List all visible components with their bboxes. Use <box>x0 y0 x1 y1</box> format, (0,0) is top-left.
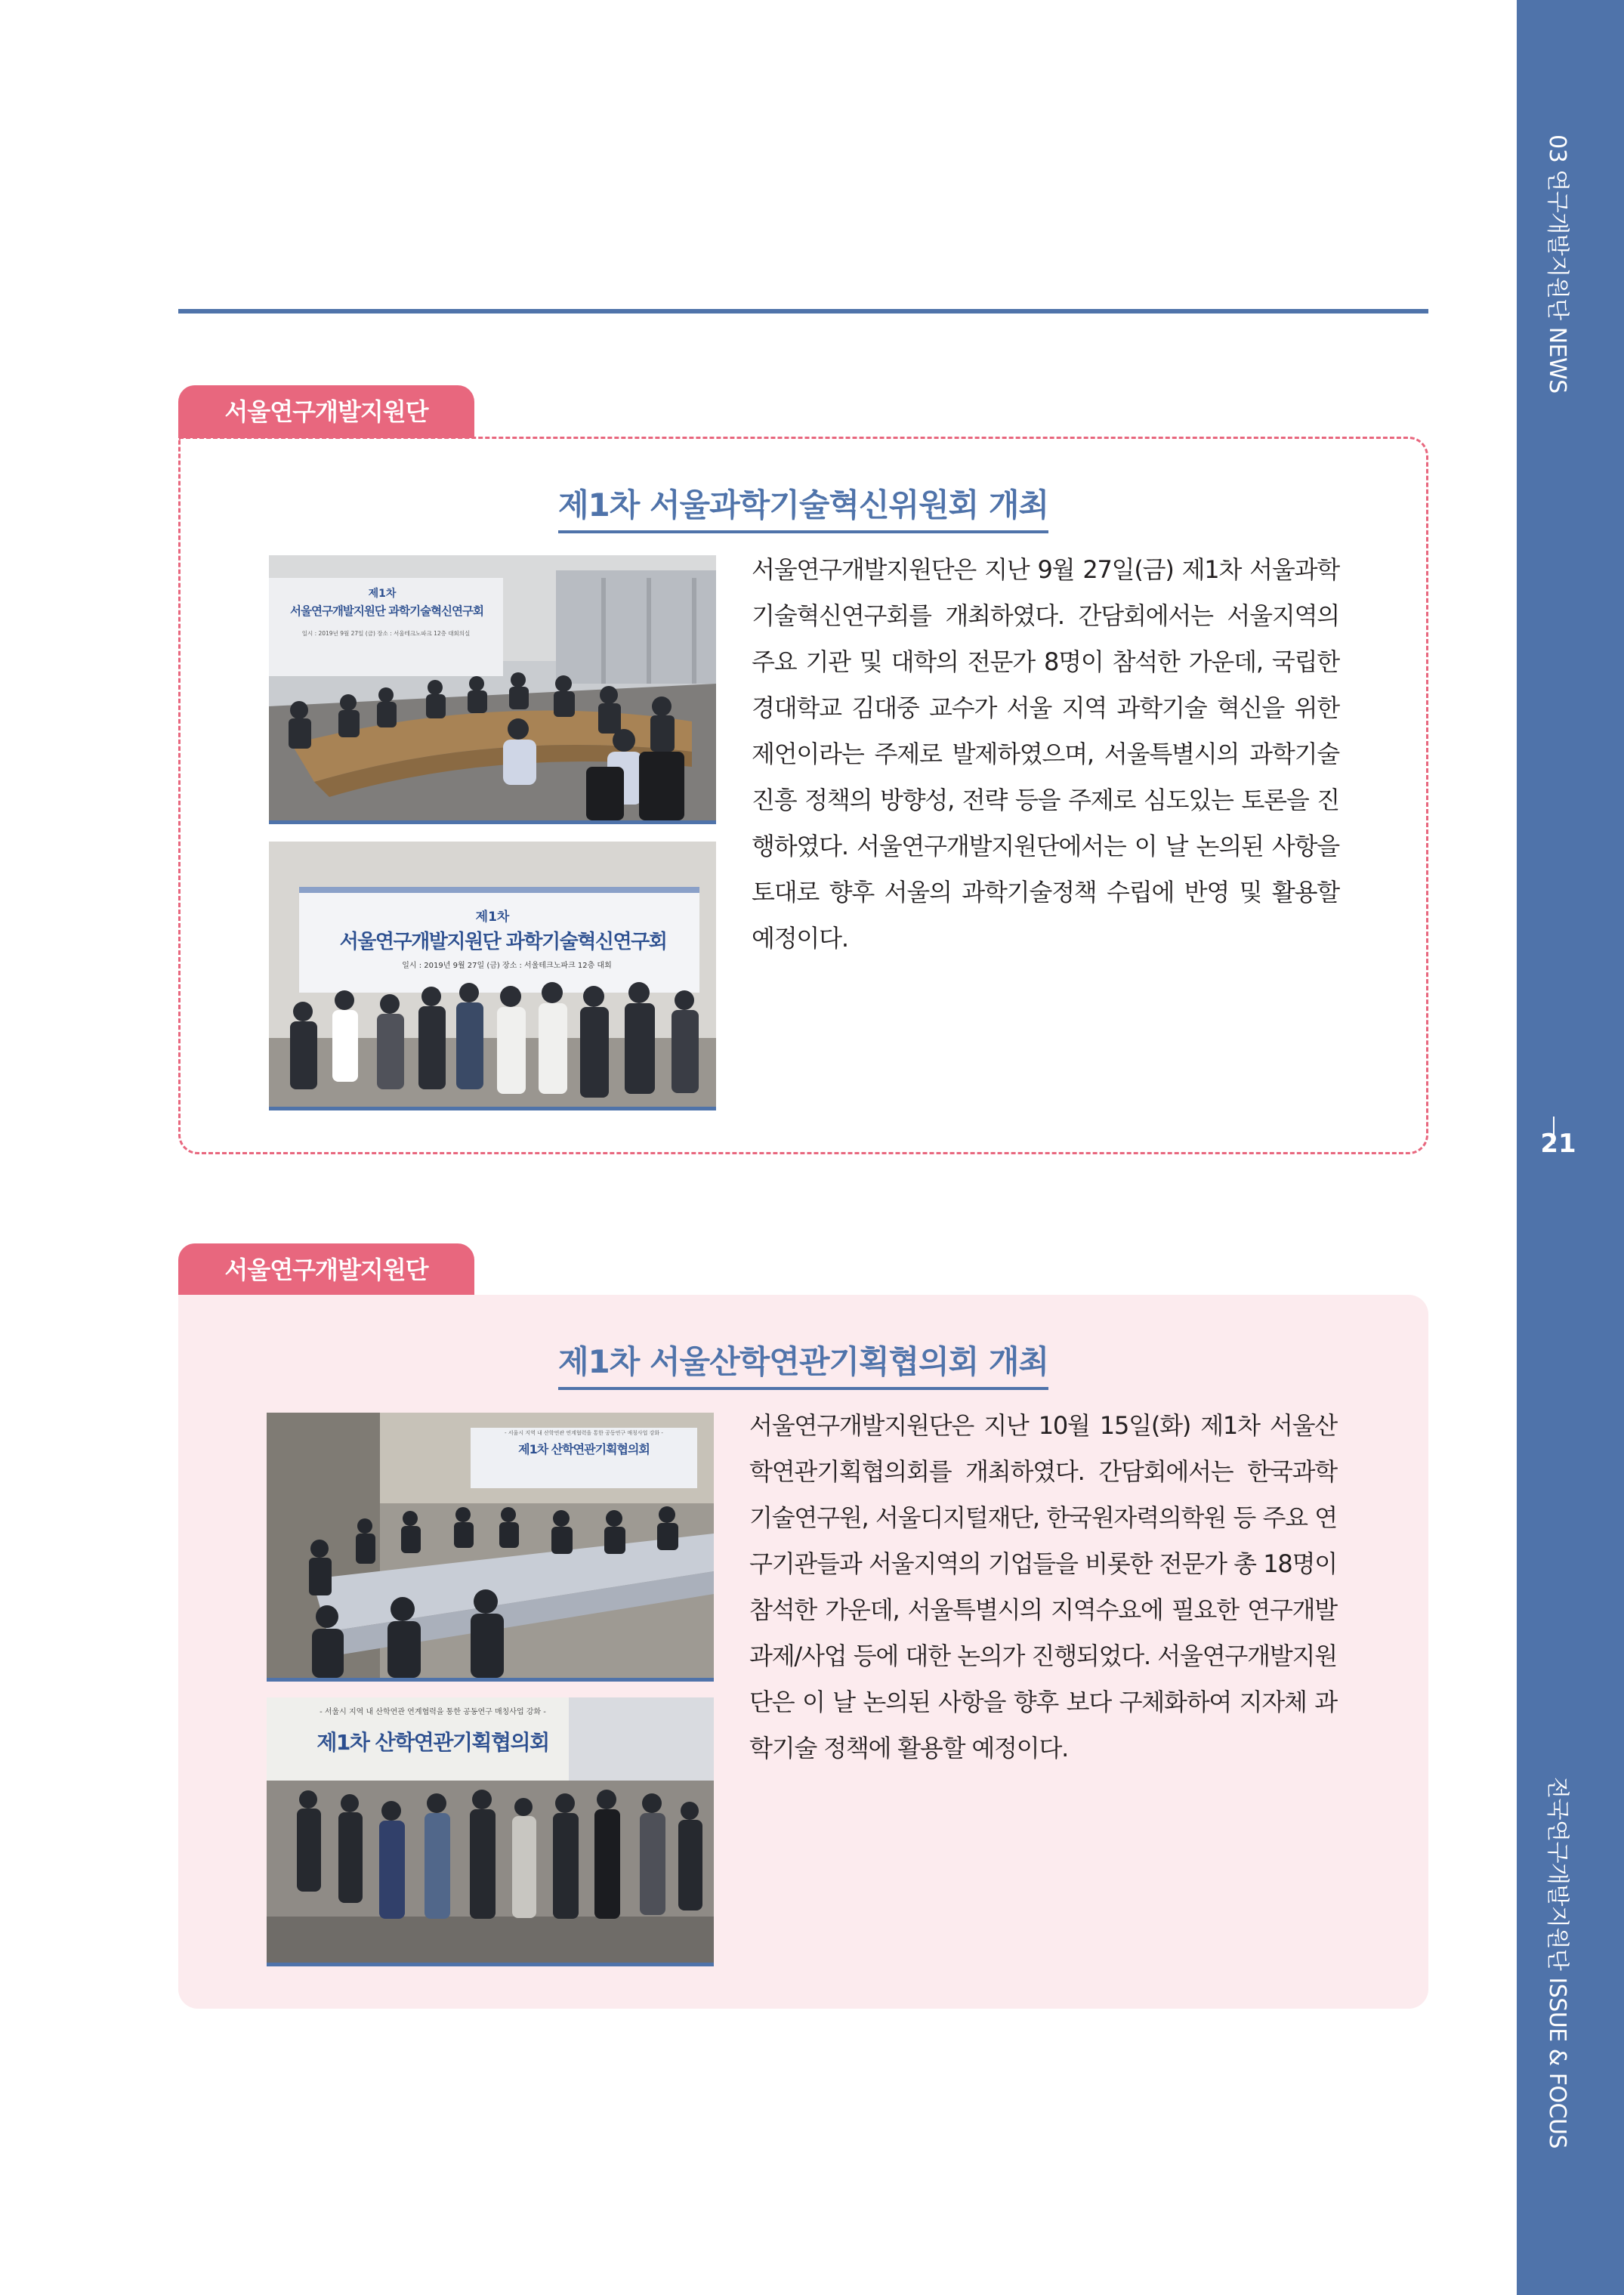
article-2-photo-meeting <box>267 1413 714 1682</box>
top-divider <box>178 309 1428 314</box>
article-1-title: 제1차 서울과학기술혁신위원회 개최 <box>558 480 1048 533</box>
banner-main-title: 제1차 산학연관기획협의회 <box>518 1442 650 1456</box>
banner-round-label: - 서울시 지역 내 산학연관 연계협력을 통한 공동연구 매칭사업 강화 - <box>505 1430 663 1436</box>
article-1-title-wrap <box>181 480 1426 533</box>
article-2-tag: 서울연구개발지원단 <box>178 1243 474 1296</box>
banner-main-title: 서울연구개발지원단 과학기술혁신연구회 <box>339 931 667 953</box>
article-2-title-wrap <box>178 1337 1428 1390</box>
article-2-body: 서울연구개발지원단은 지난 10월 15일(화) 제1차 서울산학연관기획협의회를 개최하였다. 간담회에서는 한국과학기술연구원, 서울디지털재단, 한국원자력의학원 등 주요 연구기관들과 서울지역의 기업들을 비롯한 전문가 총 18명이 참석한 가운데, 서울특별시의 지역수요에 필요한 연구개발 과제/사업 등에 대한 논의가 진행되었다. 서울연구개발지원단은 이 날 논의된 사항을 향후 보다 구체화하여 지자체 과학기술 정책에 활용할 예정이다. <box>749 1411 1337 1762</box>
magazine-label: 전국연구개발지원단 ISSUE & FOCUS <box>1544 1777 1570 2148</box>
banner-main-title: 서울연구개발지원단 과학기술혁신연구회 <box>290 604 483 618</box>
banner-main-title: 제1차 산학연관기획협의회 <box>316 1730 549 1755</box>
article-1-tag: 서울연구개발지원단 <box>178 385 474 438</box>
banner-subtitle: 일시 : 2019년 9월 27일 (금) 장소 : 서울테크노파크 12층 대회의실 <box>301 630 471 637</box>
banner-subtitle: 일시 : 2019년 9월 27일 (금) 장소 : 서울테크노파크 12층 대회 <box>402 962 612 970</box>
page-number: 21 <box>1540 1129 1576 1159</box>
section-label: 03 연구개발지원단 NEWS <box>1544 134 1570 394</box>
group-photo-image <box>269 842 716 1107</box>
article-2-title: 제1차 서울산학연관기획협의회 개최 <box>558 1337 1048 1390</box>
article-1-photo-meeting <box>269 555 716 824</box>
banner-round-label: 제1차 <box>475 910 510 925</box>
article-1-box <box>178 437 1428 1154</box>
article-1-body: 서울연구개발지원단은 지난 9월 27일(금) 제1차 서울과학기술혁신연구회를 개최하였다. 간담회에서는 서울지역의 주요 기관 및 대학의 전문가 8명이 참석한 가운데, 국립한경대학교 김대중 교수가 서울 지역 과학기술 혁신을 위한 제언이라는 주제로 발제하였으며, 서울특별시의 과학기술 진흥 정책의 방향성, 전략 등을 주제로 심도있는 토론을 진행하였다. 서울연구개발지원단에서는 이 날 논의된 사항을 토대로 향후 서울의 과학기술정책 수립에 반영 및 활용할 예정이다. <box>752 555 1339 953</box>
banner-round-label: 제1차 <box>368 588 397 600</box>
banner-round-label: - 서울시 지역 내 산학연관 연계협력을 통한 공동연구 매칭사업 강화 - <box>320 1708 546 1716</box>
article-1-photo-group <box>269 842 716 1110</box>
article-2-photo-group <box>267 1697 714 1966</box>
article-2-box <box>178 1295 1428 2009</box>
